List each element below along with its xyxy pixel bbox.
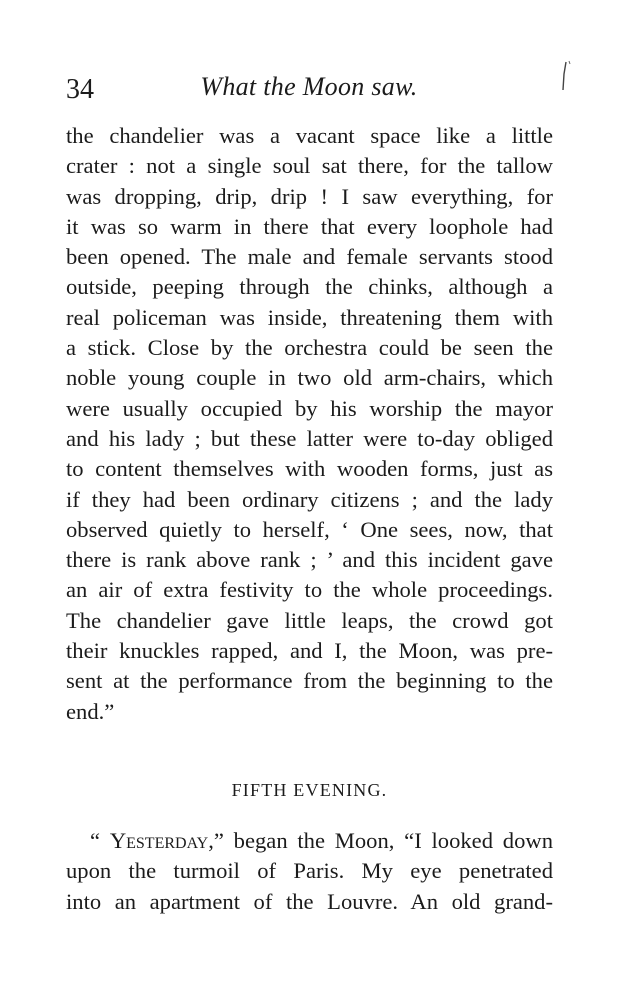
text-line: were usually occupied by his worship the mayor bbox=[66, 395, 553, 421]
text-line: upon the turmoil of Paris. My eye penetrated bbox=[66, 858, 553, 884]
opening-quote: “ bbox=[90, 828, 110, 853]
text-line: noble young couple in two old arm-chairs, which bbox=[66, 365, 553, 391]
text-line: into an apartment of the Louvre. An old grand- bbox=[66, 888, 553, 914]
text-line: real policeman was inside, threatening them with bbox=[66, 304, 553, 330]
text-line: a stick. Close by the orchestra could be seen the bbox=[66, 335, 553, 361]
text-line: observed quietly to herself, ‘ One sees, now, that bbox=[66, 516, 553, 542]
text-line: an air of extra festivity to the whole proceedings. bbox=[66, 577, 553, 603]
running-head: What the Moon saw. bbox=[200, 72, 418, 101]
text-line: to content themselves with wooden forms, just as bbox=[66, 456, 553, 482]
text-line: their knuckles rapped, and I, the Moon, was pre- bbox=[66, 638, 553, 664]
first-word-smallcaps: Yesterday, bbox=[109, 828, 214, 853]
text-line: and his lady ; but these latter were to-day obliged bbox=[66, 425, 553, 451]
text-line-first bbox=[66, 826, 553, 856]
section-heading: FIFTH EVENING. bbox=[231, 780, 388, 800]
text-line: it was so warm in there that every loophole had bbox=[66, 213, 553, 239]
paragraph-1 bbox=[66, 121, 553, 727]
text-line: been opened. The male and female servants stood bbox=[66, 244, 553, 270]
text-line: end.” bbox=[66, 698, 115, 724]
text-line: if they had been ordinary citizens ; and the lady bbox=[66, 486, 553, 512]
page-number: 34 bbox=[66, 74, 94, 105]
page-header bbox=[66, 70, 552, 110]
margin-pencil-mark bbox=[560, 60, 572, 94]
text-line: sent at the performance from the beginning to the bbox=[66, 668, 553, 694]
first-line-rest: ” began the Moon, “I looked down bbox=[213, 828, 553, 853]
text-line: outside, peeping through the chinks, although a bbox=[66, 274, 553, 300]
paragraph-2 bbox=[66, 826, 553, 917]
text-line: The chandelier gave little leaps, the crowd got bbox=[66, 607, 553, 633]
text-line: the chandelier was a vacant space like a little bbox=[66, 123, 553, 148]
text-line: crater : not a single soul sat there, for the tallow bbox=[66, 153, 553, 179]
text-line: there is rank above rank ; ’ and this incident gave bbox=[66, 547, 553, 573]
text-line: was dropping, drip, drip ! I saw everything, for bbox=[66, 183, 553, 209]
